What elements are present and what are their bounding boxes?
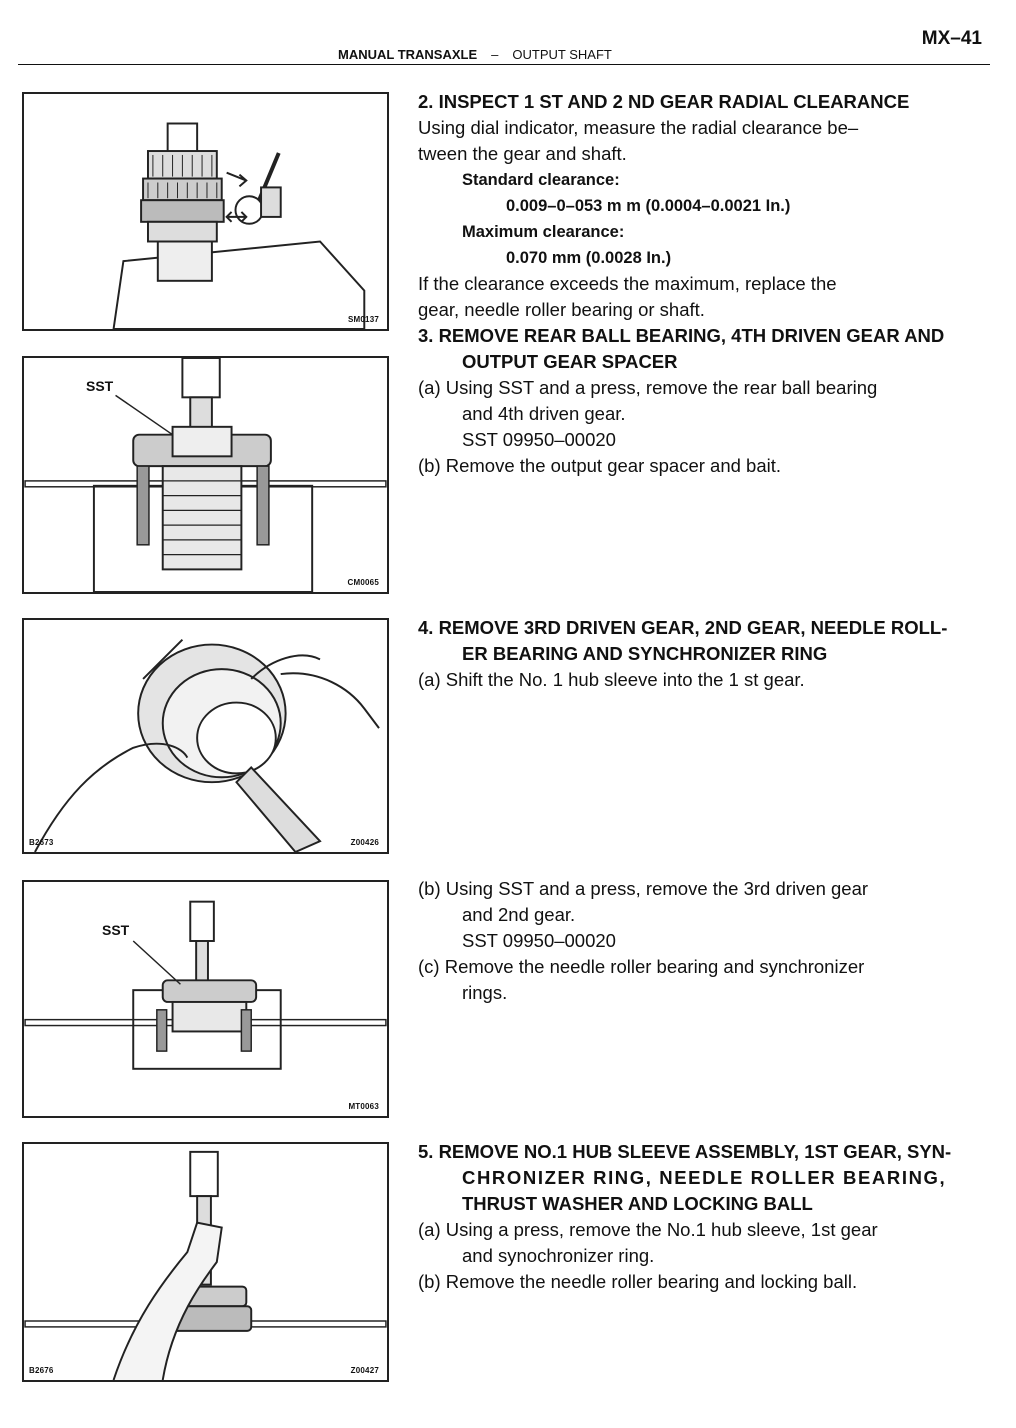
- figure-dial-indicator: [22, 92, 389, 331]
- figure-code: SM0137: [348, 315, 379, 324]
- figure-code-left: B2676: [29, 1366, 54, 1375]
- step-3b-line: (b) Remove the output gear spacer and bait.: [418, 455, 782, 476]
- step-3-title-cont: OUTPUT GEAR SPACER: [462, 351, 678, 372]
- step-2-note-line: gear, needle roller bearing or shaft.: [418, 299, 705, 320]
- figure-code: CM0065: [347, 578, 379, 587]
- header-topic: OUTPUT SHAFT: [512, 47, 612, 62]
- step-4-title-cont: ER BEARING AND SYNCHRONIZER RING: [462, 643, 828, 664]
- step-4bc-block: [418, 876, 994, 1006]
- header-separator: –: [491, 47, 499, 62]
- step-4b-line: (b) Using SST and a press, remove the 3rd driven gear: [418, 878, 869, 899]
- step-4c-line: (c) Remove the needle roller bearing and synchronizer: [418, 956, 865, 977]
- step-3a-line: (a) Using SST and a press, remove the rear ball bearing: [418, 377, 878, 398]
- step-4-title: 4. REMOVE 3RD DRIVEN GEAR, 2ND GEAR, NEEDLE ROLL-: [418, 617, 948, 638]
- sst-label: SST: [86, 378, 114, 394]
- step-5-title-cont: CHRONIZER RING, NEEDLE ROLLER BEARING,: [462, 1167, 947, 1188]
- sst-number: SST 09950–00020: [462, 930, 616, 951]
- page-number: MX–41: [921, 28, 982, 49]
- step-4c-line: rings.: [462, 982, 508, 1003]
- sst-number: SST 09950–00020: [462, 429, 616, 450]
- step-5-title-cont: THRUST WASHER AND LOCKING BALL: [462, 1193, 813, 1214]
- step-4b-line: and 2nd gear.: [462, 904, 576, 925]
- step-5a-line: (a) Using a press, remove the No.1 hub sleeve, 1st gear: [418, 1219, 878, 1240]
- step-4a-line: (a) Shift the No. 1 hub sleeve into the 1 st gear.: [418, 669, 805, 690]
- step-4-block: [418, 615, 994, 693]
- running-header: [338, 47, 612, 62]
- step-2-title: 2. INSPECT 1 ST AND 2 ND GEAR RADIAL CLEARANCE: [418, 91, 910, 112]
- maximum-clearance-label: Maximum clearance:: [462, 223, 625, 241]
- step-2-note-line: If the clearance exceeds the maximum, replace the: [418, 273, 837, 294]
- figure-hub-sleeve-shift: [22, 618, 389, 854]
- figure-press-hub-sleeve: [22, 1142, 389, 1382]
- sst-label: SST: [102, 922, 130, 938]
- step-3a-line: and 4th driven gear.: [462, 403, 626, 424]
- standard-clearance-label: Standard clearance:: [462, 171, 620, 189]
- step-2-body-line: Using dial indicator, measure the radial clearance be–: [418, 117, 859, 138]
- illustration-hand-press: [24, 1144, 387, 1380]
- figure-code-right: Z00427: [350, 1366, 379, 1375]
- illustration-dial-indicator: [24, 94, 387, 329]
- figure-code-left: B2673: [29, 838, 54, 847]
- figure-press-3rd-gear: [22, 880, 389, 1118]
- standard-clearance-value: 0.009–0–053 m m (0.0004–0.0021 In.): [506, 197, 791, 215]
- illustration-press-sst-2: [24, 882, 387, 1116]
- illustration-press-sst: [24, 358, 387, 592]
- header-section: MANUAL TRANSAXLE: [338, 47, 478, 62]
- figure-code: MT0063: [348, 1102, 379, 1111]
- step-3-title: 3. REMOVE REAR BALL BEARING, 4TH DRIVEN GEAR AND: [418, 325, 945, 346]
- step-5-block: [418, 1139, 994, 1295]
- step-5b-line: (b) Remove the needle roller bearing and locking ball.: [418, 1271, 858, 1292]
- step-5-title: 5. REMOVE NO.1 HUB SLEEVE ASSEMBLY, 1ST GEAR, SYN-: [418, 1141, 952, 1162]
- maximum-clearance-value: 0.070 mm (0.0028 In.): [506, 249, 672, 267]
- header-rule: [18, 64, 990, 65]
- figure-code-right: Z00426: [350, 838, 379, 847]
- illustration-hands-gear: [24, 620, 387, 852]
- step-2-3-block: [418, 89, 994, 479]
- step-5a-line: and synochronizer ring.: [462, 1245, 655, 1266]
- step-2-body-line: tween the gear and shaft.: [418, 143, 627, 164]
- figure-press-rear-bearing: [22, 356, 389, 594]
